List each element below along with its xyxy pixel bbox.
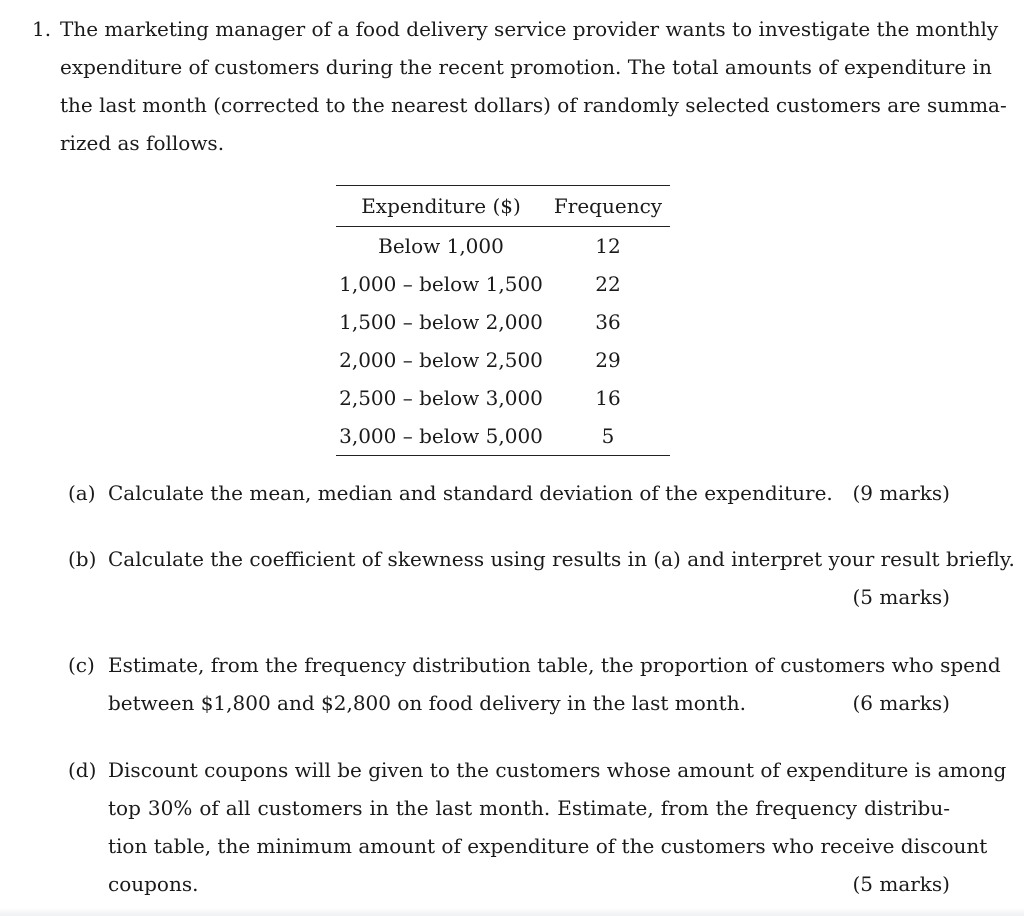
table-row	[336, 417, 670, 456]
frequency-cell: 29	[595, 348, 621, 372]
part-d-body	[108, 755, 1007, 907]
part-a-line	[108, 478, 950, 516]
question-intro	[60, 14, 1007, 166]
part-c-line	[108, 688, 950, 726]
part-d-line: top 30% of all customers in the last month. Estimate, from the frequency distribu-	[108, 796, 950, 820]
part-b-body	[108, 544, 1015, 620]
table-row	[336, 227, 670, 266]
expenditure-cell: Below 1,000	[378, 234, 504, 258]
part-d-text: coupons.	[108, 872, 199, 896]
part-c-text: between $1,800 and $2,800 on food delivery in the last month.	[108, 691, 746, 715]
part-a-text: Calculate the mean, median and standard deviation of the expenditure.	[108, 481, 833, 505]
intro-line: rized as follows.	[60, 131, 225, 155]
table-row	[336, 265, 670, 303]
part-b-label: (b)	[68, 547, 97, 571]
frequency-table	[336, 185, 670, 456]
part-b-line: Calculate the coefficient of skewness using results in (a) and interpret your result briefly.	[108, 547, 1015, 571]
intro-line: The marketing manager of a food delivery service provider wants to investigate the monthly	[60, 17, 999, 41]
part-c-line: Estimate, from the frequency distribution table, the proportion of customers who spend	[108, 653, 1001, 677]
part-a-label: (a)	[68, 481, 96, 505]
part-d-line: Discount coupons will be given to the customers whose amount of expenditure is among	[108, 758, 1007, 782]
part-d-line	[108, 869, 950, 907]
frequency-cell: 22	[595, 272, 621, 296]
table-row	[336, 379, 670, 417]
frequency-cell: 12	[595, 234, 621, 258]
frequency-cell: 36	[595, 310, 621, 334]
part-b-marks: (5 marks)	[852, 585, 950, 609]
part-a-marks: (9 marks)	[852, 481, 950, 505]
page-bottom-edge	[0, 908, 1024, 916]
part-d-label: (d)	[68, 758, 97, 782]
frequency-cell: 5	[601, 424, 615, 448]
header-expenditure: Expenditure ($)	[361, 194, 521, 218]
question-number: 1.	[32, 17, 52, 41]
expenditure-cell: 2,000 – below 2,500	[339, 348, 543, 372]
part-c-body	[108, 650, 1001, 726]
expenditure-cell: 1,000 – below 1,500	[339, 272, 543, 296]
table-row	[336, 303, 670, 341]
header-frequency: Frequency	[553, 194, 663, 218]
intro-line: the last month (corrected to the nearest dollars) of randomly selected customers are summa-	[60, 93, 1007, 117]
part-d-marks: (5 marks)	[852, 872, 950, 896]
part-d-line: tion table, the minimum amount of expenditure of the customers who receive discount	[108, 834, 988, 858]
intro-line: expenditure of customers during the recent promotion. The total amounts of expenditure in	[60, 55, 992, 79]
part-a-body	[108, 478, 950, 516]
expenditure-cell: 2,500 – below 3,000	[339, 386, 543, 410]
expenditure-cell: 1,500 – below 2,000	[339, 310, 543, 334]
part-c-marks: (6 marks)	[852, 691, 950, 715]
table-row	[336, 341, 670, 379]
table-header-row	[336, 186, 670, 227]
expenditure-cell: 3,000 – below 5,000	[339, 424, 543, 448]
frequency-cell: 16	[595, 386, 621, 410]
part-c-label: (c)	[68, 653, 95, 677]
